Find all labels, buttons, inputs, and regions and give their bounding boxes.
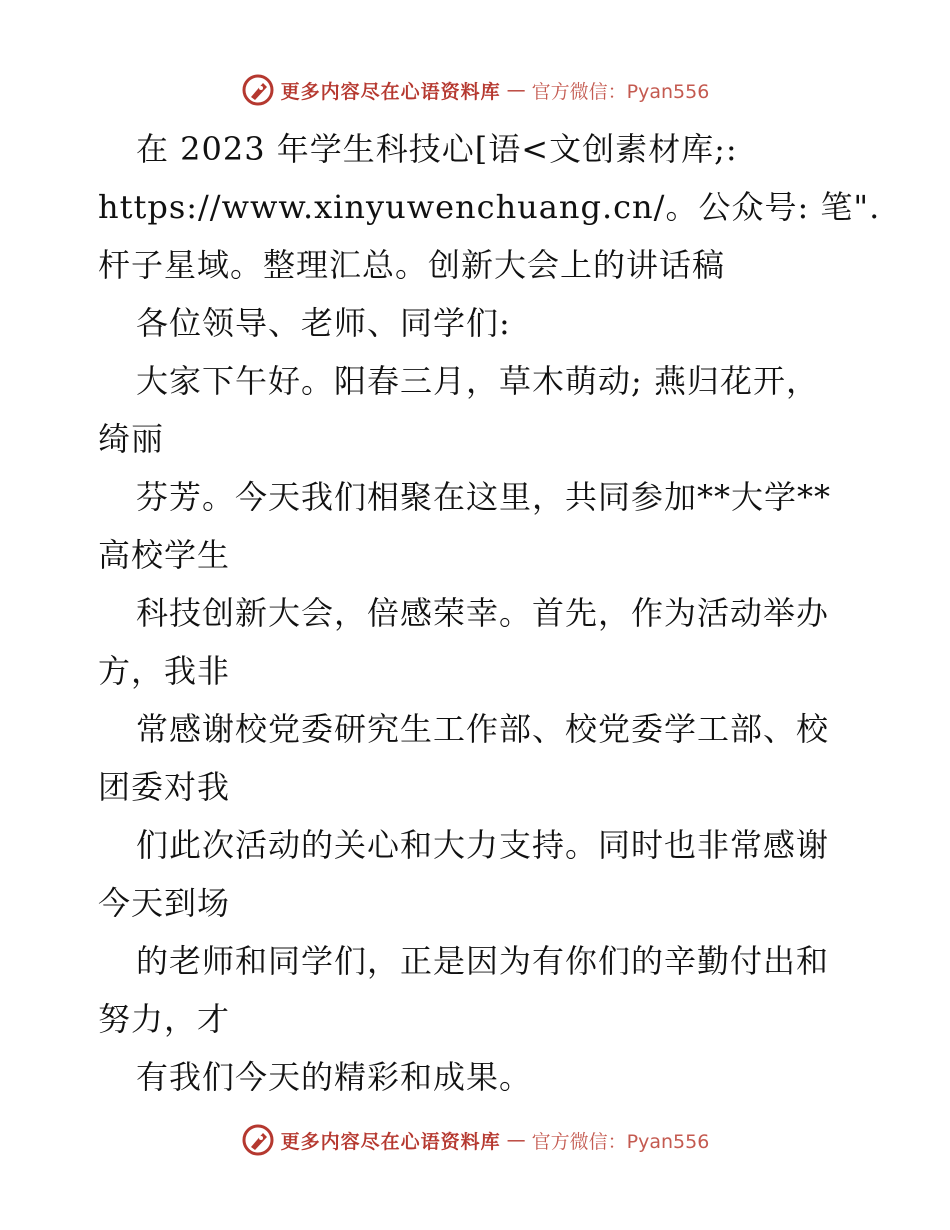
body-line: 杆子星域。整理汇总。创新大会上的讲话稿 <box>98 246 726 284</box>
body-line: 在 2023 年学生科技心[语<文创素材库;: <box>136 130 738 168</box>
body-line: 高校学生 <box>98 536 231 574</box>
body-line: 科技创新大会，倍感荣幸。首先，作为活动举办 <box>136 594 830 632</box>
footer-wechat-id: 官方微信：Pyan556 <box>531 1130 710 1153</box>
footer-banner-title: 更多内容尽在心语资料库 <box>280 1130 501 1153</box>
body-line: 方，我非 <box>98 652 231 690</box>
header-banner-title: 更多内容尽在心语资料库 <box>280 80 501 103</box>
body-line: 有我们今天的精彩和成果。 <box>136 1058 533 1096</box>
body-line: 绮丽 <box>98 420 165 458</box>
header-banner <box>0 70 950 110</box>
header-banner-separator: — <box>506 79 526 101</box>
pen-nib-logo-icon <box>241 1123 275 1157</box>
footer-banner-separator: — <box>506 1129 526 1151</box>
body-line: 今天到场 <box>98 884 231 922</box>
body-line: 的老师和同学们，正是因为有你们的辛勤付出和 <box>136 942 830 980</box>
body-line: https://www.xinyuwenchuang.cn/。公众号: 笔". <box>98 188 881 226</box>
salutation: 各位领导、老师、同学们: <box>136 304 511 342</box>
body-line: 们此次活动的关心和大力支持。同时也非常感谢 <box>136 826 830 864</box>
body-line: 大家下午好。阳春三月，草木萌动; 燕归花开， <box>136 362 819 400</box>
body-line: 团委对我 <box>98 768 231 806</box>
body-line: 常感谢校党委研究生工作部、校党委学工部、校 <box>136 710 830 748</box>
body-line: 芬芳。今天我们相聚在这里，共同参加**大学** <box>136 478 832 516</box>
footer-banner <box>0 1120 950 1160</box>
pen-nib-logo-icon <box>241 73 275 107</box>
document-body <box>98 120 881 1106</box>
header-wechat-id: 官方微信：Pyan556 <box>531 80 710 103</box>
body-line: 努力，才 <box>98 1000 231 1038</box>
